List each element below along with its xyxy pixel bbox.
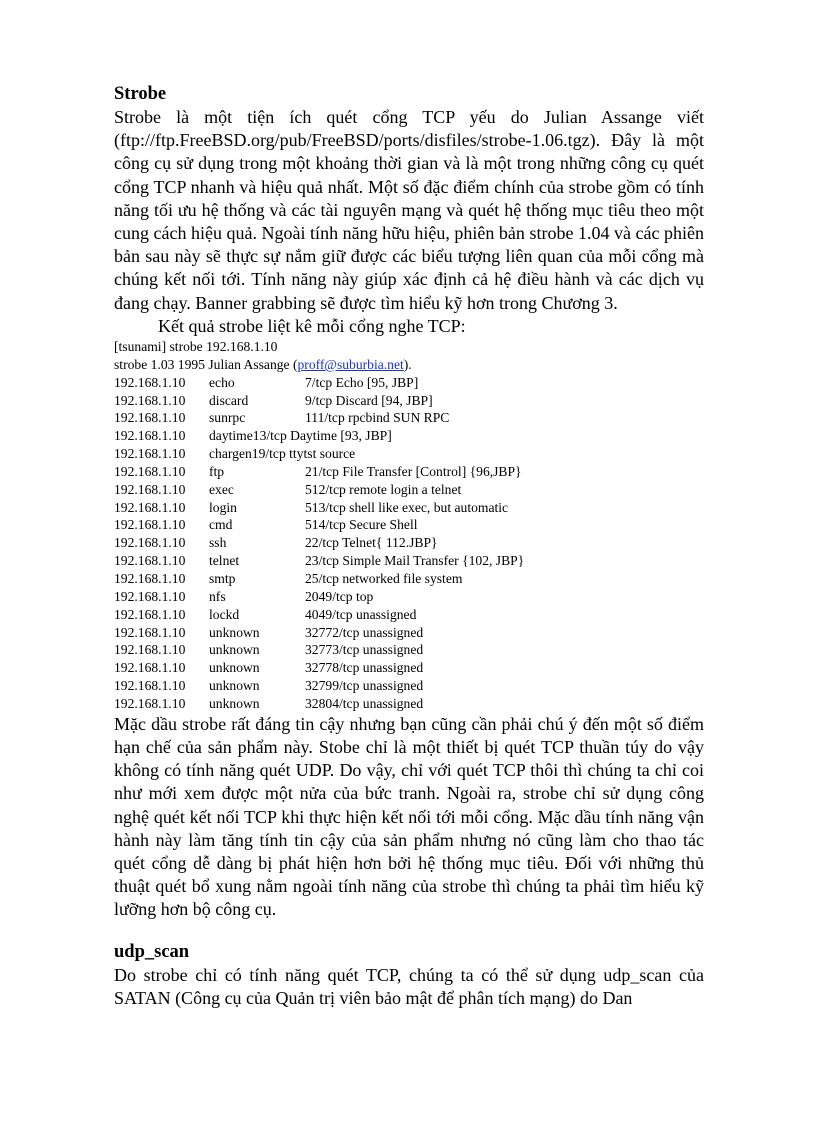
strobe-intro-paragraph: Strobe là một tiện ích quét cổng TCP yếu do Julian Assange viết (ftp://ftp.FreeBSD.org/pub/FreeBSD/ports/disfiles/strobe-1.06.tgz). Đây là một công cụ sử dụng trong một khoảng thời gian và là một trong những công cụ quét cổng TCP nhanh và hiệu quả nhất. Một số đặc điểm chính của strobe gồm có tính năng tối ưu hệ thống và các tài nguyên mạng và quét hệ thống mục tiêu theo một cung cách hiệu quả. Ngoài tính năng hữu hiệu, phiên bản strobe 1.04 và các phiên bản sau này sẽ thực sự nắm giữ được các biểu tượng liên quan của mỗi cổng mà chúng kết nối tới. Tính năng này giúp xác định cả hệ điều hành và các dịch vụ đang chạy. Banner grabbing sẽ được tìm hiểu kỹ hơn trong Chương 3.	[114, 107, 704, 313]
row-ip: 192.168.1.10	[114, 642, 186, 658]
table-row	[114, 409, 524, 427]
row-ip: 192.168.1.10	[114, 410, 186, 426]
row-detail: 23/tcp Simple Mail Transfer {102, JBP}	[305, 553, 525, 569]
row-ip: 192.168.1.10	[114, 481, 186, 497]
row-detail: 2049/tcp top	[305, 588, 374, 604]
row-service: lockd	[209, 606, 240, 622]
row-service-detail: daytime13/tcp Daytime [93, JBP]	[209, 428, 392, 444]
row-service: discard	[209, 392, 249, 408]
row-detail: 32799/tcp unassigned	[305, 678, 424, 694]
row-detail: 7/tcp Echo [95, JBP]	[305, 374, 419, 390]
table-row	[114, 374, 524, 392]
row-ip: 192.168.1.10	[114, 535, 186, 551]
row-detail: 4049/tcp unassigned	[305, 606, 417, 622]
row-detail: 513/tcp shell like exec, but automatic	[305, 499, 509, 515]
row-ip: 192.168.1.10	[114, 571, 186, 586]
row-service: ssh	[209, 535, 227, 551]
strobe-version-line	[114, 356, 704, 374]
row-service: cmd	[209, 517, 233, 533]
table-row	[114, 552, 524, 570]
row-service: unknown	[209, 695, 260, 711]
row-service: nfs	[209, 588, 226, 604]
table-row	[114, 427, 524, 445]
row-detail: 32778/tcp unassigned	[305, 660, 424, 676]
row-ip: 192.168.1.10	[114, 553, 186, 569]
row-ip: 192.168.1.10	[114, 446, 186, 462]
document-page	[114, 82, 704, 1010]
table-row	[114, 534, 524, 552]
row-detail: 25/tcp networked file system	[305, 571, 463, 586]
row-ip: 192.168.1.10	[114, 392, 186, 408]
strobe-results-table	[114, 374, 524, 713]
version-prefix: strobe 1.03 1995 Julian Assange (	[114, 356, 298, 372]
row-service: unknown	[209, 642, 260, 658]
row-service: ftp	[209, 463, 225, 479]
table-row	[114, 499, 524, 517]
row-detail: 21/tcp File Transfer [Control] {96,JBP}	[305, 463, 522, 479]
row-ip: 192.168.1.10	[114, 428, 186, 444]
author-email-link[interactable]: proff@suburbia.net	[297, 356, 404, 372]
table-row	[114, 570, 524, 588]
table-row	[114, 624, 524, 642]
row-ip: 192.168.1.10	[114, 660, 186, 676]
row-service: exec	[209, 481, 234, 497]
table-row	[114, 463, 524, 481]
section-heading-strobe: Strobe	[114, 84, 167, 104]
table-row	[114, 481, 524, 499]
row-service-detail: chargen19/tcp ttytst source	[209, 446, 356, 462]
row-ip: 192.168.1.10	[114, 517, 186, 533]
row-ip: 192.168.1.10	[114, 606, 186, 622]
table-row	[114, 606, 524, 624]
row-service: echo	[209, 374, 235, 390]
row-ip: 192.168.1.10	[114, 374, 186, 390]
row-service: sunrpc	[209, 410, 246, 426]
row-service: telnet	[209, 553, 240, 569]
table-row	[114, 516, 524, 534]
row-detail: 514/tcp Secure Shell	[305, 517, 418, 533]
table-row	[114, 659, 524, 677]
table-row	[114, 392, 524, 410]
table-row	[114, 695, 524, 713]
table-row	[114, 641, 524, 659]
row-ip: 192.168.1.10	[114, 499, 186, 515]
row-service: unknown	[209, 660, 260, 676]
row-ip: 192.168.1.10	[114, 678, 186, 694]
row-ip: 192.168.1.10	[114, 695, 186, 711]
table-row	[114, 445, 524, 463]
row-detail: 32804/tcp unassigned	[305, 695, 424, 711]
row-service: smtp	[209, 571, 236, 586]
row-detail: 32772/tcp unassigned	[305, 624, 424, 640]
table-row	[114, 677, 524, 695]
udp-scan-intro-paragraph: Do strobe chỉ có tính năng quét TCP, chúng ta có thể sử dụng udp_scan của SATAN (Công cụ của Quản trị viên bảo mật để phân tích mạng) do Dan	[114, 964, 704, 1008]
version-suffix: ).	[403, 356, 412, 372]
row-service: unknown	[209, 678, 260, 694]
row-ip: 192.168.1.10	[114, 588, 186, 604]
strobe-limitations-paragraph: Mặc dầu strobe rất đáng tin cậy nhưng bạn cũng cần phải chú ý đến một số điểm hạn chế của sản phẩm này. Stobe chỉ là một thiết bị quét TCP thuần túy do vậy không có tính năng quét UDP. Do vậy, chỉ với quét TCP thôi thì chúng ta chỉ coi như mới xem được một nửa của bức tranh. Ngoài ra, strobe chỉ sử dụng công nghệ quét kết nối TCP khi thực hiện kết nối tới mỗi cổng. Mặc dầu tính năng vận hành này làm tăng tính tin cậy của sản phẩm nhưng nó cũng làm cho thao tác quét cổng dễ dàng bị phát hiện hơn bởi hệ thống mục tiêu. Đối với những thủ thuật quét bổ xung nằm ngoài tính năng của strobe thì chúng ta phải tìm hiểu kỹ lưỡng hơn bộ công cụ.	[114, 713, 704, 920]
row-detail: 512/tcp remote login a telnet	[305, 481, 462, 497]
row-service: login	[209, 499, 237, 515]
table-row	[114, 588, 524, 606]
row-detail: 9/tcp Discard [94, JBP]	[305, 392, 433, 408]
row-detail: 32773/tcp unassigned	[305, 642, 424, 658]
row-service: unknown	[209, 624, 260, 640]
row-ip: 192.168.1.10	[114, 624, 186, 640]
row-detail: 111/tcp rpcbind SUN RPC	[305, 410, 450, 426]
row-ip: 192.168.1.10	[114, 463, 186, 479]
row-detail: 22/tcp Telnet{ 112.JBP}	[305, 535, 438, 551]
section-heading-udp-scan: udp_scan	[114, 941, 190, 962]
strobe-command-line: [tsunami] strobe 192.168.1.10	[114, 339, 278, 355]
strobe-result-intro: Kết quả strobe liệt kê mỗi cổng nghe TCP:	[158, 315, 466, 336]
